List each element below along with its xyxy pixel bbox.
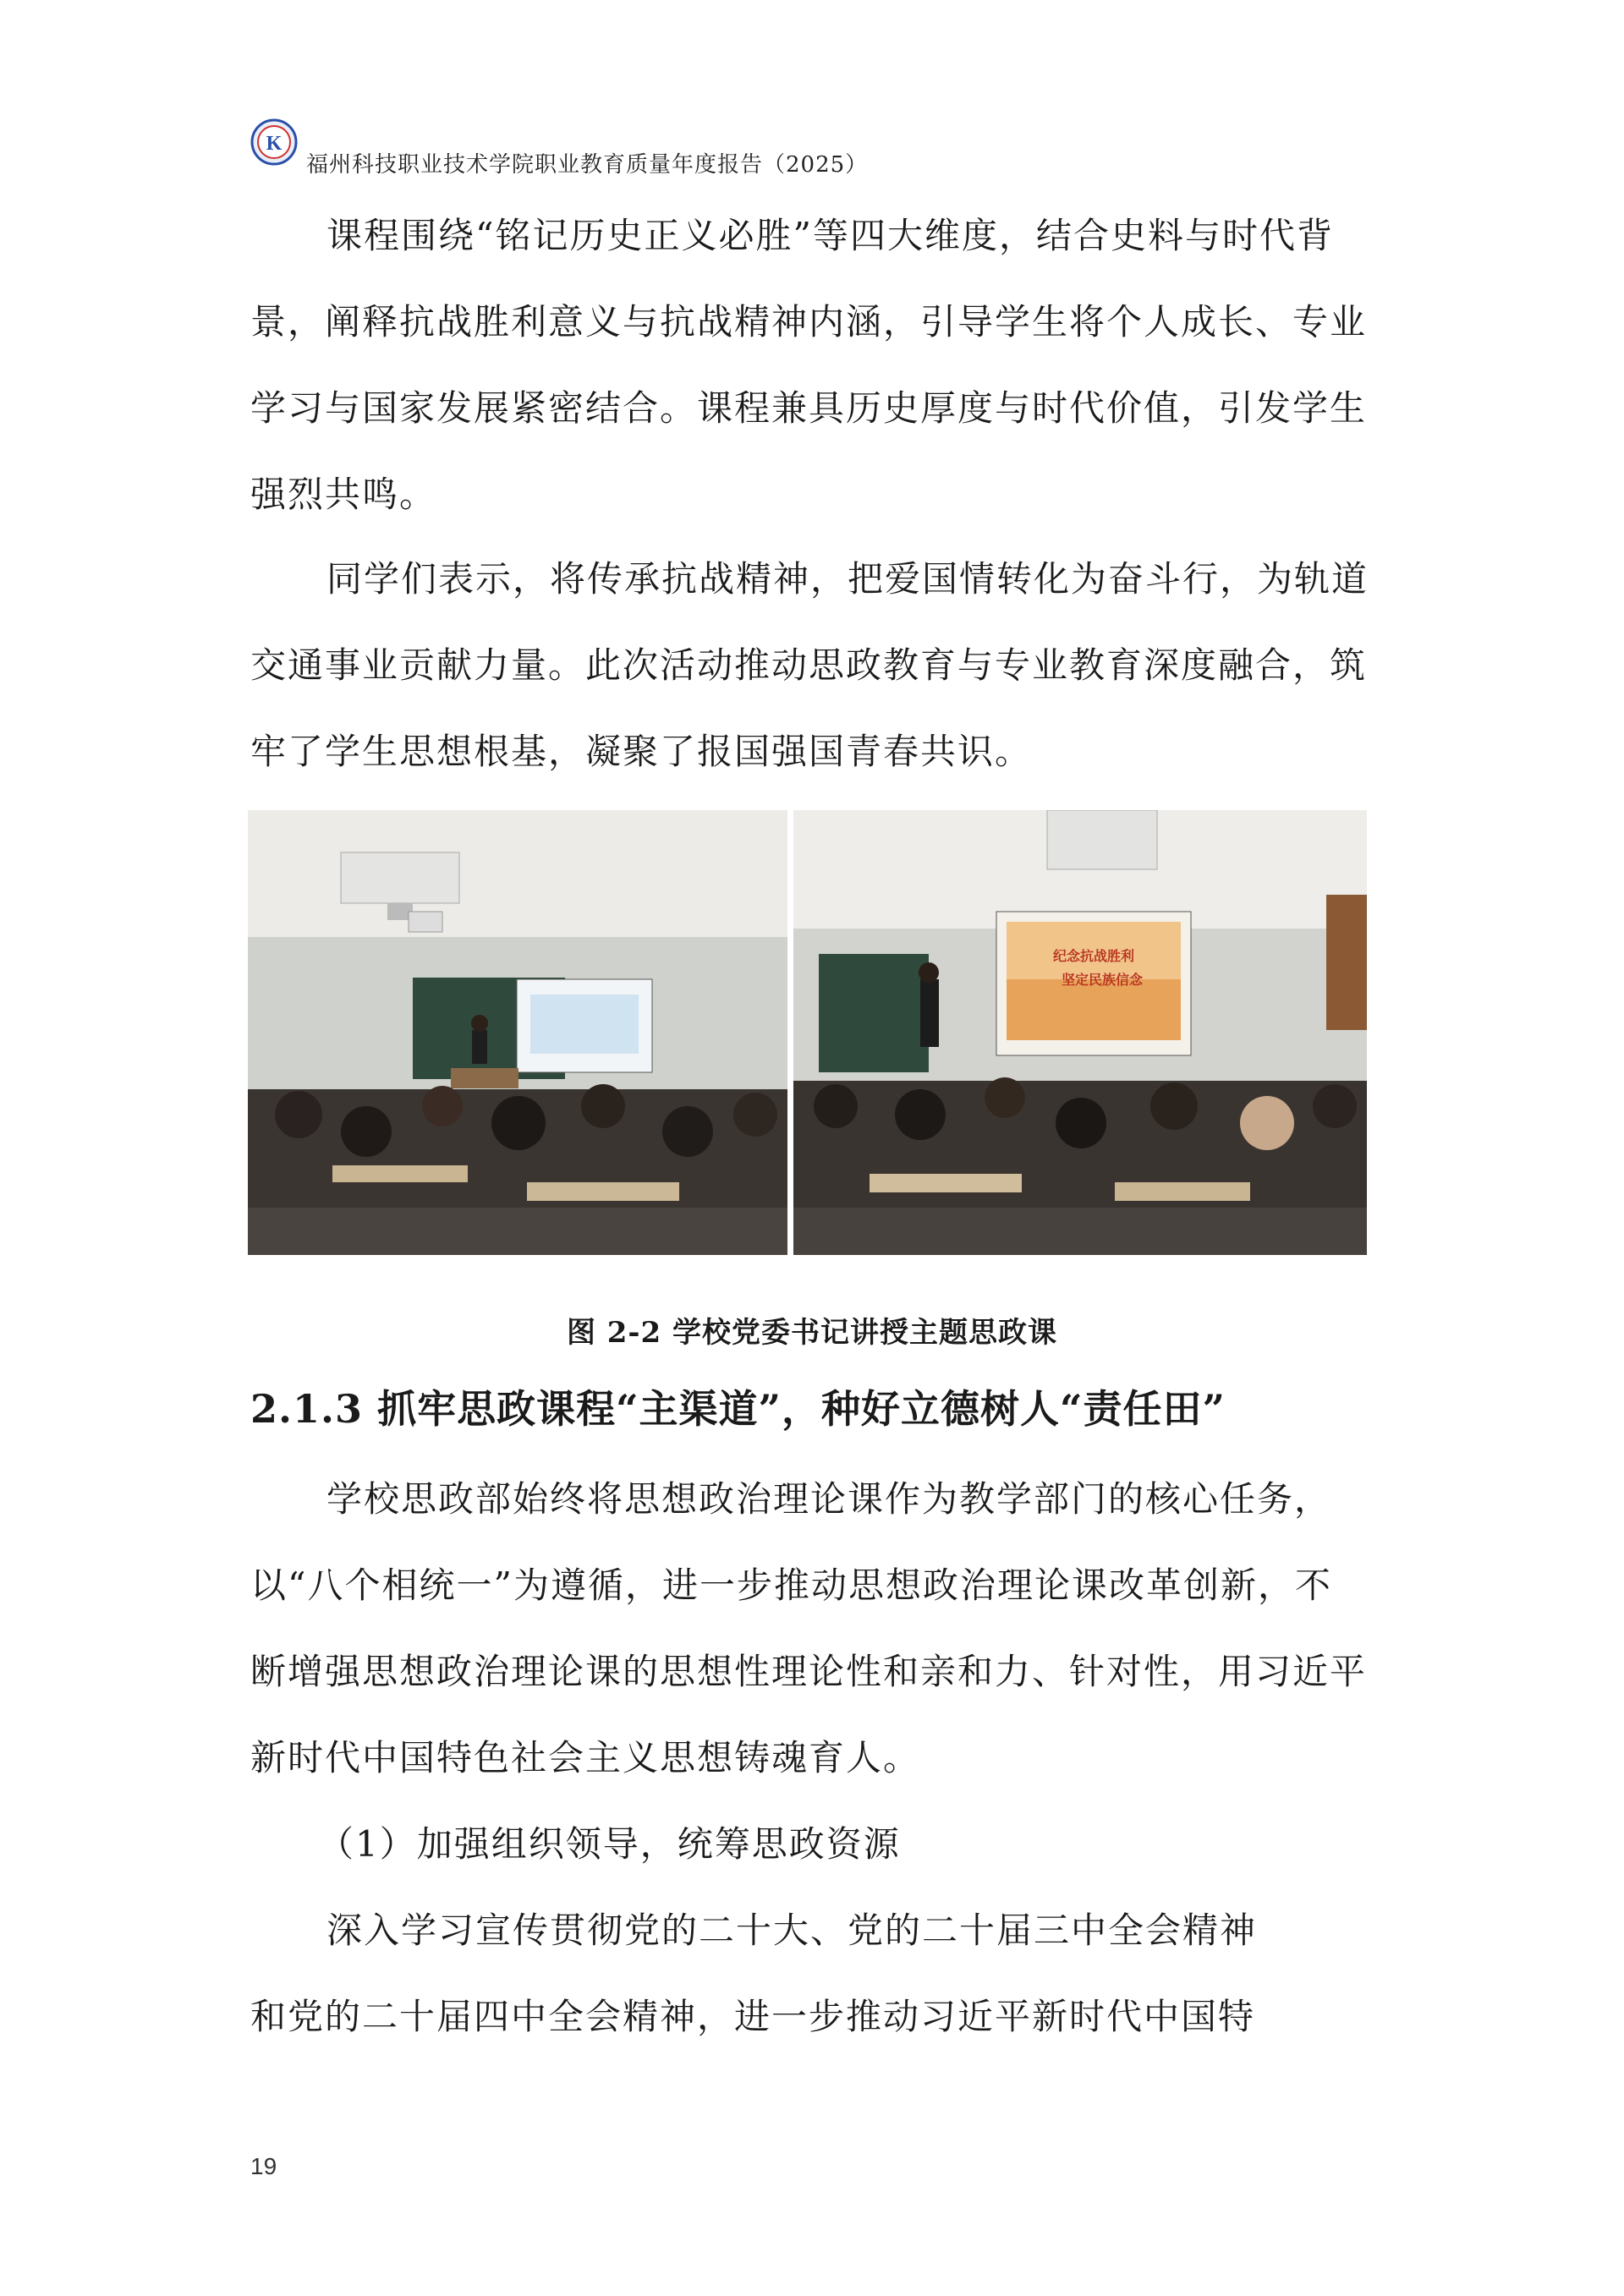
text-line: 强烈共鸣。 — [250, 474, 437, 515]
text-line: 以“八个相统一”为遵循，进一步推动思想政治理论课改革创新，不 — [250, 1564, 1332, 1606]
text-line: 和党的二十届四中全会精神，进一步推动习近平新时代中国特 — [250, 1996, 1256, 2037]
paragraph-party-congress — [250, 1888, 1384, 2060]
paragraph-ideological-course — [250, 1456, 1384, 1801]
section-heading: 2.1.3 抓牢思政课程“主渠道”，种好立德树人“责任田” — [250, 1386, 1226, 1432]
subheading-organization — [250, 1801, 1384, 1888]
text-line: 深入学习宣传贯彻党的二十大、党的二十届三中全会精神 — [326, 1910, 1258, 1951]
report-title: 福州科技职业技术学院职业教育质量年度报告（2025） — [306, 152, 869, 178]
report-header — [250, 118, 1435, 178]
text-line: 新时代中国特色社会主义思想铸魂育人。 — [250, 1737, 921, 1778]
text-line: 断增强思想政治理论课的思想性理论性和亲和力、针对性，用习近平 — [250, 1651, 1368, 1692]
figure-caption: 图 2-2 学校党委书记讲授主题思政课 — [566, 1316, 1058, 1350]
text-line: 学校思政部始终将思想政治理论课作为教学部门的核心任务， — [326, 1478, 1332, 1520]
text-line: 学习与国家发展紧密结合。课程兼具历史厚度与时代价值，引发学生 — [250, 387, 1368, 429]
text-line: （1）加强组织领导，统筹思政资源 — [318, 1823, 901, 1865]
text-line: 同学们表示，将传承抗战精神，把爱国情转化为奋斗行，为轨道 — [326, 558, 1369, 600]
text-line: 交通事业贡献力量。此次活动推动思政教育与专业教育深度融合，筑 — [250, 644, 1368, 686]
paragraph-student-response — [250, 536, 1384, 795]
logo-letter: K — [266, 133, 283, 155]
college-logo — [250, 118, 298, 166]
slide-text-2: 坚定民族信念 — [1061, 972, 1144, 988]
paragraph-course-dimensions — [250, 193, 1384, 538]
classroom-photo-right — [793, 810, 1367, 1255]
slide-text-1: 纪念抗战胜利 — [1052, 948, 1135, 964]
text-line: 牢了学生思想根基，凝聚了报国强国青春共识。 — [250, 731, 1033, 772]
classroom-photo-left — [248, 810, 787, 1255]
text-line: 景，阐释抗战胜利意义与抗战精神内涵，引导学生将个人成长、专业 — [250, 301, 1368, 342]
page-number: 19 — [250, 2153, 277, 2179]
text-line: 课程围绕“铭记历史正义必胜”等四大维度，结合史料与时代背 — [326, 215, 1334, 256]
